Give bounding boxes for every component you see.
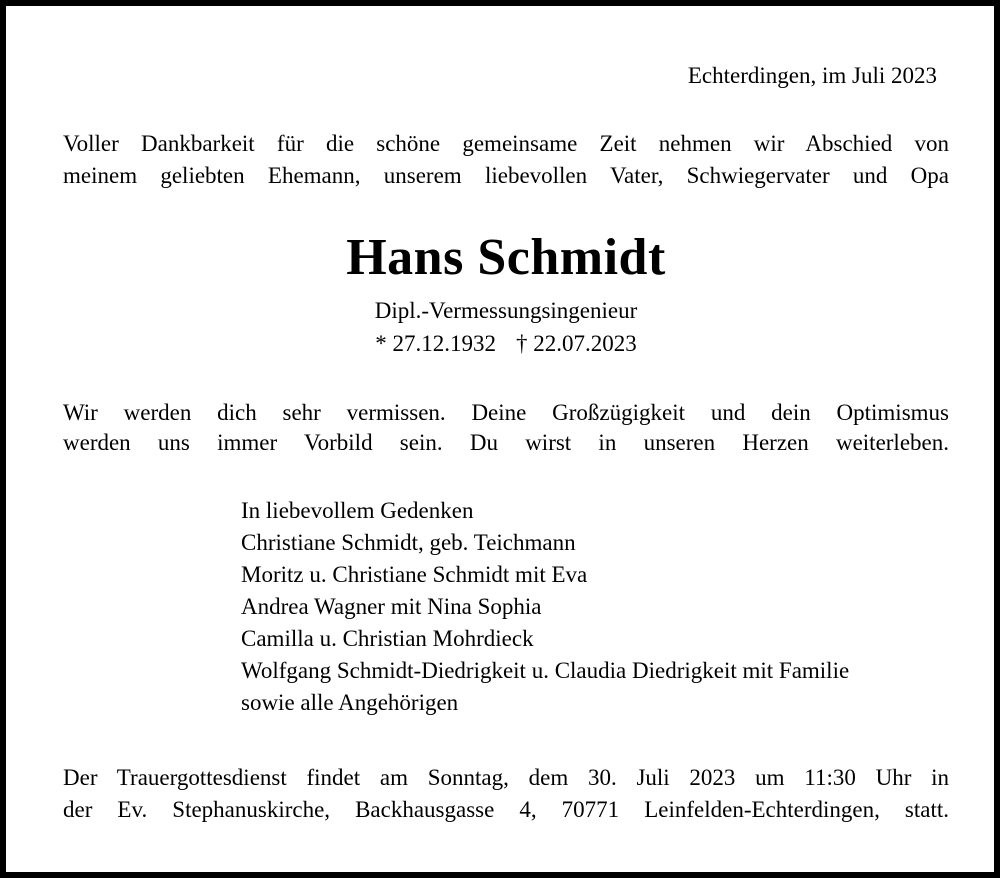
mourner-line: In liebevollem Gedenken [241,498,474,523]
mourner-line: Christiane Schmidt, geb. Teichmann [241,530,576,555]
mourner-line: Camilla u. Christian Mohrdieck [241,626,534,651]
mourner-line: Andrea Wagner mit Nina Sophia [241,594,542,619]
intro-line-1: Voller Dankbarkeit für die schöne gemeinsame Zeit nehmen wir Abschied von [63,131,949,156]
service-line-2: der Ev. Stephanuskirche, Backhausgasse 4, 70771 Leinfelden-Echterdingen, statt. [63,797,949,822]
place-date: Echterdingen, im Juli 2023 [687,63,937,88]
life-dates [6,329,1000,359]
birth-date: * 27.12.1932 [375,331,496,356]
intro-line-2: meinem geliebten Ehemann, unserem liebevollen Vater, Schwiegervater und Opa [63,163,949,188]
death-date: † 22.07.2023 [516,331,637,356]
message-line-2: werden uns immer Vorbild sein. Du wirst in unseren Herzen weiterleben. [63,430,949,455]
mourner-line: Moritz u. Christiane Schmidt mit Eva [241,562,588,587]
mourner-line: Wolfgang Schmidt-Diedrigkeit u. Claudia Diedrigkeit mit Familie [241,658,850,683]
message-line-1: Wir werden dich sehr vermissen. Deine Großzügigkeit und dein Optimismus [63,400,949,425]
mourner-line: sowie alle Angehörigen [241,690,459,715]
deceased-name: Hans Schmidt [346,229,666,286]
service-line-1: Der Trauergottesdienst findet am Sonntag, dem 30. Juli 2023 um 11:30 Uhr in [63,765,949,790]
deceased-title: Dipl.-Vermessungsingenieur [374,298,638,323]
